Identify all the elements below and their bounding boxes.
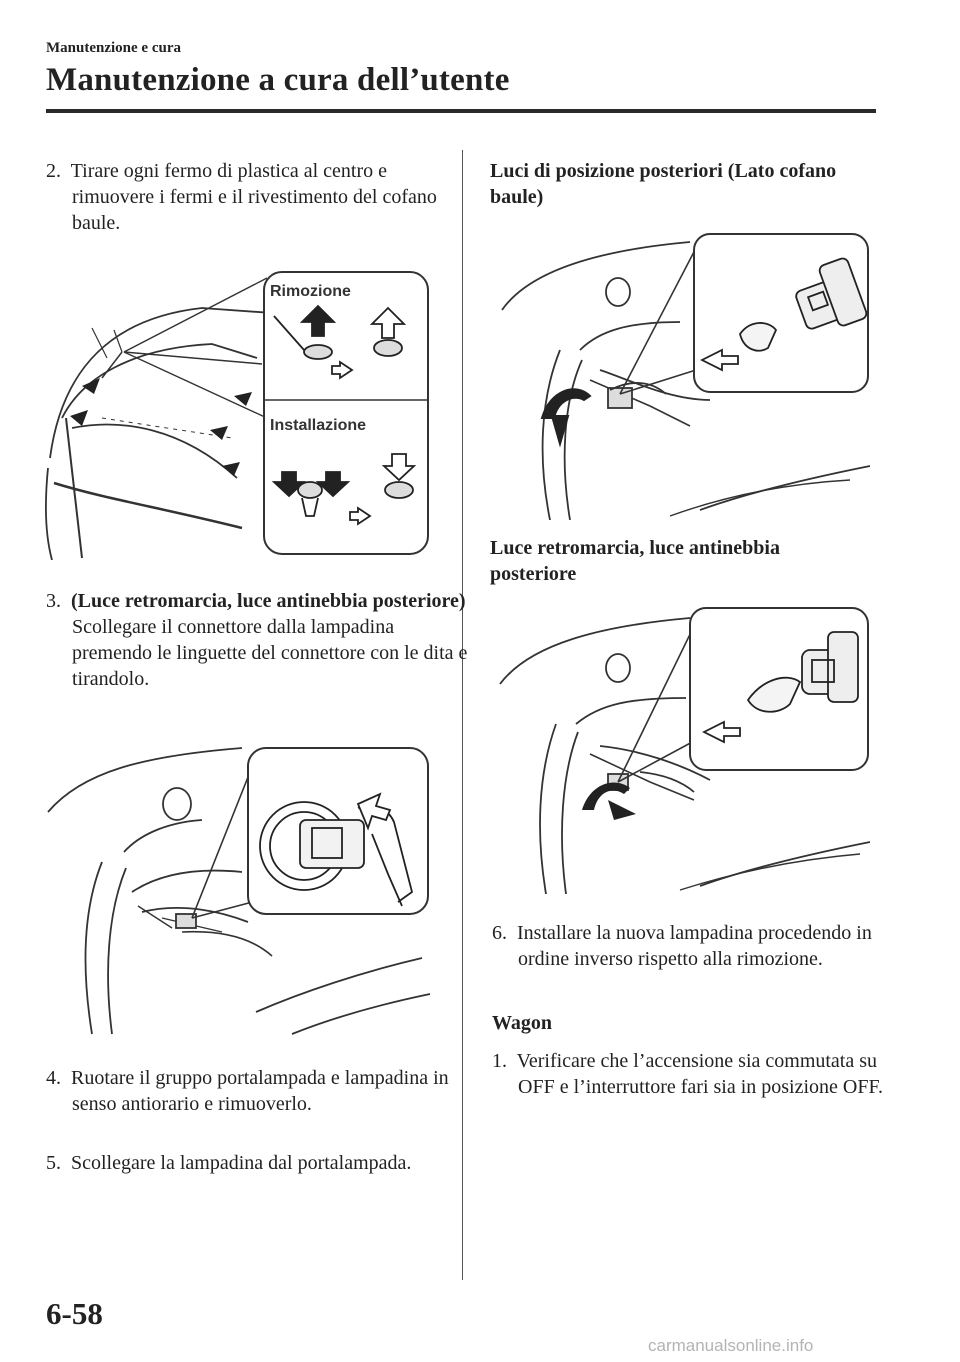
page-number: 6-58 <box>46 1296 103 1331</box>
heading-rear-position-lights: Luci di posizione posteriori (Lato cofano baule) <box>490 160 837 208</box>
connector-removal-illustration <box>42 742 434 1038</box>
section-label: Manutenzione e cura <box>46 40 181 56</box>
step-number: 3. <box>46 590 61 612</box>
step-text: Tirare ogni fermo di plastica al centro e rimuovere i fermi e il rivestimento del cofano baule. <box>70 160 437 234</box>
removal-label: Rimozione <box>270 283 351 300</box>
step-6 <box>492 920 903 972</box>
step-4 <box>46 1065 472 1117</box>
reverse-fog-bulb-illustration <box>490 604 874 894</box>
step-text: Verificare che l’accensione sia commutata su OFF e l’interruttore fari sia in posizione OFF. <box>516 1050 884 1098</box>
step-text: Ruotare il gruppo portalampada e lampadina in senso antiorario e rimuoverlo. <box>71 1067 449 1115</box>
step-number: 6. <box>492 922 507 944</box>
step-number: 1. <box>492 1050 507 1072</box>
step-number: 2. <box>46 160 61 182</box>
heading-reverse-fog-light: Luce retromarcia, luce antinebbia posteriore <box>490 537 780 585</box>
wagon-heading: Wagon <box>492 1012 553 1034</box>
step-subject: (Luce retromarcia, luce antinebbia posteriore) <box>71 590 466 612</box>
step-text: Installare la nuova lampadina procedendo in ordine inverso rispetto alla rimozione. <box>517 922 872 970</box>
step-text: Scollegare il connettore dalla lampadina premendo le linguette del connettore con le dita e tirandolo. <box>72 616 468 690</box>
installation-label: Installazione <box>270 417 367 434</box>
step-3 <box>46 588 472 692</box>
wagon-step-1 <box>492 1048 903 1100</box>
step-text: Scollegare la lampadina dal portalampada. <box>71 1152 412 1174</box>
step-number: 4. <box>46 1067 61 1089</box>
step-2 <box>46 158 472 236</box>
title-underline <box>46 109 876 113</box>
step-number: 5. <box>46 1152 61 1174</box>
page-title: Manutenzione a cura dell’utente <box>46 62 510 98</box>
watermark: carmanualsonline.info <box>648 1336 814 1355</box>
trunk-trim-clip-illustration <box>42 268 434 560</box>
position-light-bulb-illustration <box>490 230 874 520</box>
step-5 <box>46 1150 472 1176</box>
